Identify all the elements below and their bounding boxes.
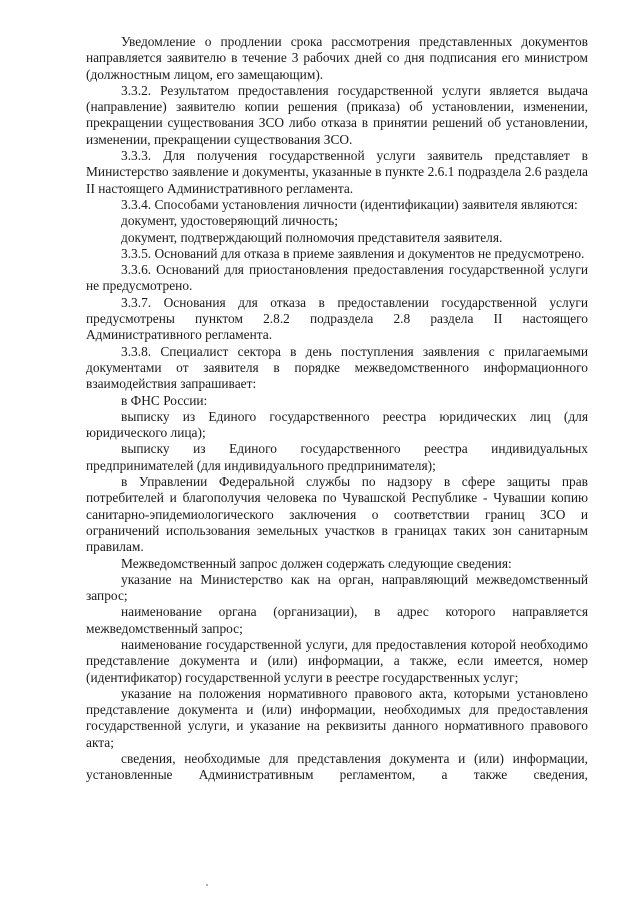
list-item-ministry: указание на Министерство как на орган, направляющий межведомственный запрос; xyxy=(86,571,588,604)
paragraph-1: Уведомление о продлении срока рассмотрения представленных документов направляется заявителю в течение 3 рабочих дней со дня подписания его министром (должностным лицом, его замещающим). xyxy=(86,34,588,82)
scan-speck xyxy=(206,884,208,886)
list-item-authority-document: документ, подтверждающий полномочия представителя заявителя. xyxy=(121,229,503,245)
document-body xyxy=(86,34,588,784)
list-item-fns: в ФНС России: xyxy=(121,392,208,408)
paragraph-request-contents: Межведомственный запрос должен содержать следующие сведения: xyxy=(121,555,512,571)
paragraph-3-3-4: 3.3.4. Способами установления личности (идентификации) заявителя являются: xyxy=(121,196,578,212)
list-item-required-info: сведения, необходимые для представления документа и (или) информации, установленные Административным регламентом, а также сведения, xyxy=(86,751,588,783)
list-item-rospotrebnadzor: в Управлении Федеральной службы по надзору в сфере защиты прав потребителей и благополучия человека по Чувашской Республике - Чувашии копию санитарно-эпидемиологического заключения о соответствии границ ЗСО и ограничений использования земельных участков в границах таких зон санитарным правилам. xyxy=(86,474,588,555)
list-item-egrip: выписку из Единого государственного реестра индивидуальных предпринимателей (для индивидуального предпринимателя); xyxy=(86,441,588,473)
paragraph-3-3-7: 3.3.7. Основания для отказа в предоставлении государственной услуги предусмотрены пунктом 2.8.2 подраздела 2.8 раздела II настоящего Административного регламента. xyxy=(86,294,588,343)
list-item-organization: наименование органа (организации), в адрес которого направляется межведомственный запрос; xyxy=(86,604,588,636)
paragraph-3-3-5: 3.3.5. Оснований для отказа в приеме заявления и документов не предусмотрено. xyxy=(121,245,585,261)
paragraph-3-3-2: 3.3.2. Результатом предоставления государственной услуги является выдача (направление) заявителю копии решения (приказа) об установлении, изменении, прекращении существования ЗСО либо отказа в принятии решений об установлении, изменении, прекращении существования ЗСО. xyxy=(86,82,588,147)
paragraph-3-3-8: 3.3.8. Специалист сектора в день поступления заявления с прилагаемыми документами от заявителя в порядке межведомственного информационного взаимодействия запрашивает: xyxy=(86,343,588,392)
list-item-identity-document: документ, удостоверяющий личность; xyxy=(121,213,338,229)
list-item-service-name: наименование государственной услуги, для предоставления которой необходимо представление документа и (или) информации, а также, если имеется, номер (идентификатор) государственной услуги в реестре государственных услуг; xyxy=(86,636,588,685)
list-item-egrul: выписку из Единого государственного реестра юридических лиц (для юридического лица); xyxy=(86,408,588,441)
list-item-legal-act: указание на положения нормативного правового акта, которыми установлено представление документа и (или) информации, необходимых для предоставления государственной услуги, и указание на реквизиты данного нормативного правового акта; xyxy=(86,685,588,750)
paragraph-3-3-3: 3.3.3. Для получения государственной услуги заявитель представляет в Министерство заявление и документы, указанные в пункте 2.6.1 подраздела 2.6 раздела II настоящего Административного регламента. xyxy=(86,148,588,196)
paragraph-3-3-6: 3.3.6. Оснований для приостановления предоставления государственной услуги не предусмотрено. xyxy=(86,262,588,294)
